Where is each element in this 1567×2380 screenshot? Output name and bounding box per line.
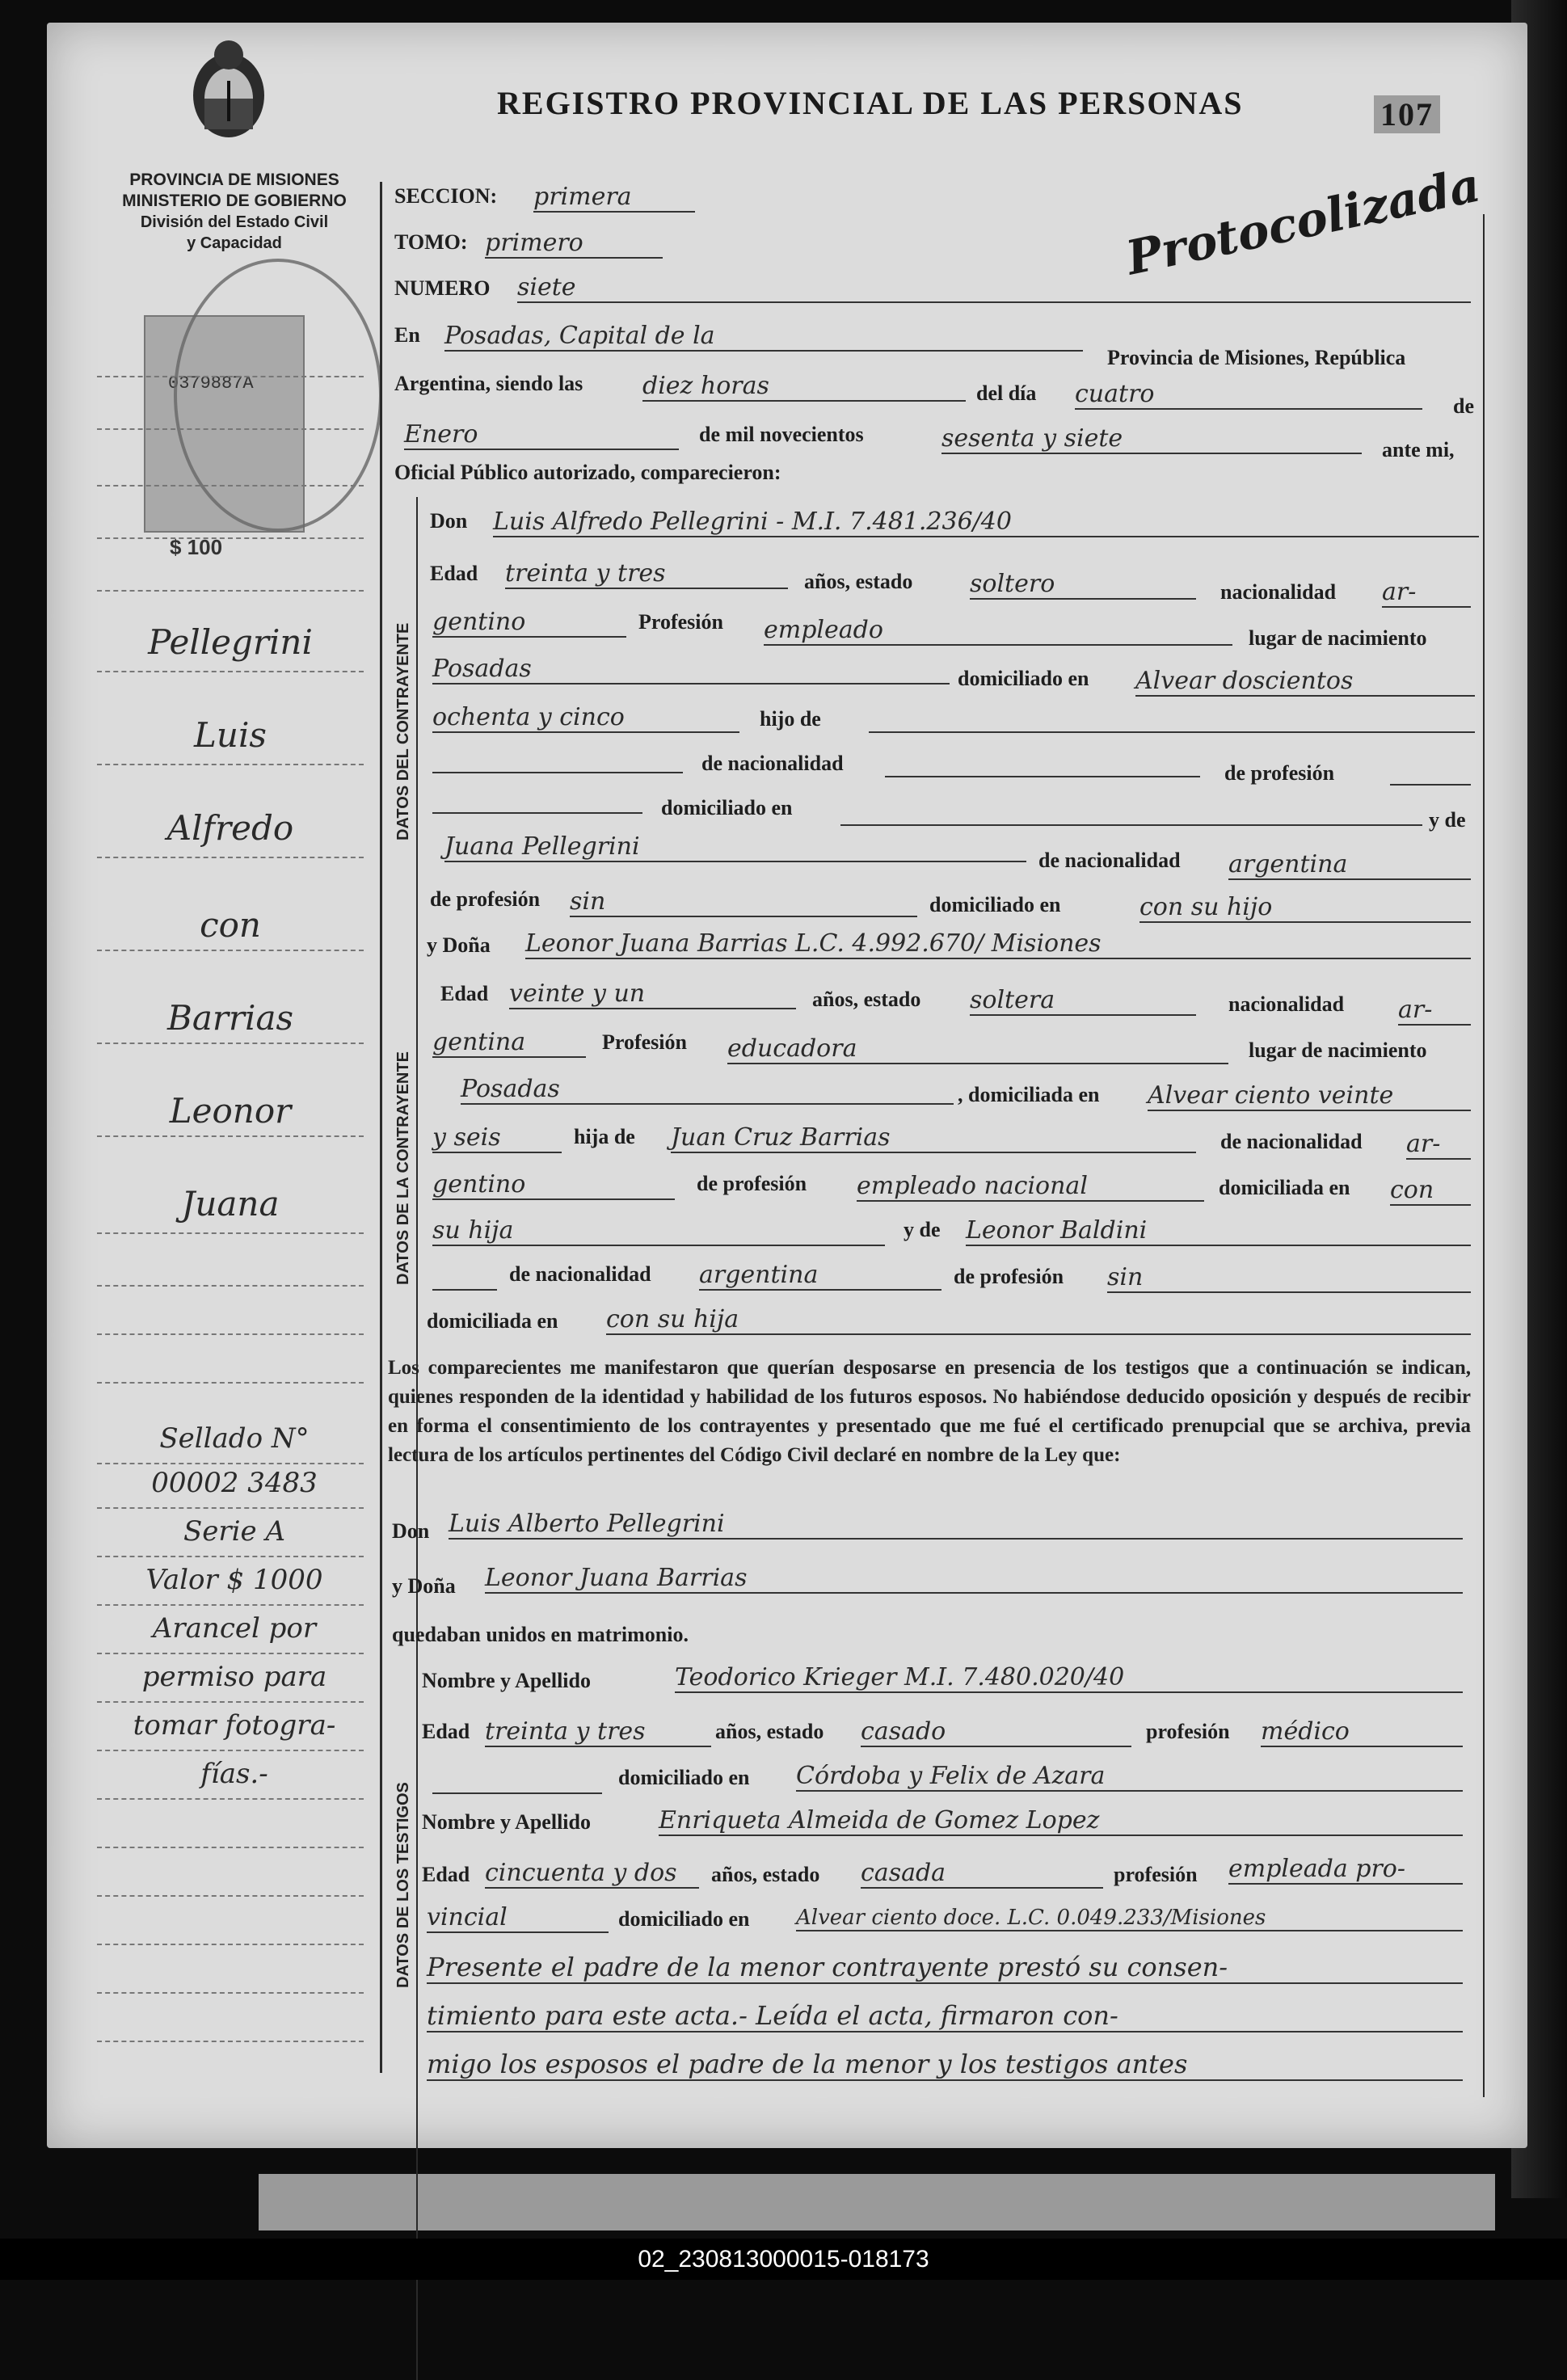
image-code: 02_230813000015-018173 bbox=[638, 2245, 929, 2273]
witness1-prof: médico bbox=[1261, 1717, 1463, 1747]
oficial-text: Oficial Público autorizado, comparecieron: bbox=[394, 461, 781, 484]
dona-label: y Doña bbox=[392, 1574, 456, 1598]
groom-mother-dom: con su hijo bbox=[1139, 893, 1471, 923]
day-value: cuatro bbox=[1075, 380, 1422, 410]
bride-address2: y seis bbox=[432, 1123, 562, 1153]
witness1-dom: Córdoba y Felix de Azara bbox=[796, 1762, 1463, 1792]
w1-label: Nombre y Apellido bbox=[422, 1669, 591, 1692]
hour-value: diez horas bbox=[642, 372, 966, 402]
de-text: de bbox=[1453, 394, 1474, 418]
witness2-prof1: empleada pro- bbox=[1228, 1855, 1463, 1885]
w1-edad-label: Edad bbox=[422, 1720, 470, 1743]
margin-name: Juana bbox=[181, 1184, 280, 1224]
del-dia-text: del día bbox=[976, 381, 1037, 405]
margin-name: Barrias bbox=[166, 998, 294, 1038]
numero-label: NUMERO bbox=[394, 276, 491, 300]
groom-address1: Alvear doscientos bbox=[1135, 667, 1475, 697]
witness2-name: Enriqueta Almeida de Gomez Lopez bbox=[659, 1806, 1463, 1836]
bride-father-nac2: gentino bbox=[432, 1170, 675, 1200]
w2-dom-label: domiciliado en bbox=[618, 1907, 750, 1931]
father-nac-label: de nacionalidad bbox=[1220, 1130, 1363, 1153]
anos-estado: años, estado bbox=[812, 988, 921, 1011]
mother-prof-label: de profesión bbox=[430, 887, 541, 911]
document-title: REGISTRO PROVINCIAL DE LAS PERSONAS bbox=[497, 85, 1244, 121]
anos-estado: años, estado bbox=[804, 570, 913, 593]
closing-note-line: migo los esposos el padre de la menor y los testigos antes bbox=[427, 2049, 1463, 2081]
margin-note: fías.- bbox=[200, 1758, 268, 1790]
bride-father-dom1: con bbox=[1390, 1176, 1471, 1206]
groom-nac1: ar- bbox=[1382, 578, 1471, 608]
margin-note: Arancel por bbox=[152, 1612, 317, 1645]
y-de: y de bbox=[904, 1218, 941, 1241]
w2-label: Nombre y Apellido bbox=[422, 1810, 591, 1834]
lugar-label: lugar de nacimiento bbox=[1249, 1038, 1427, 1062]
provincia-text: Provincia de Misiones, República bbox=[1107, 346, 1406, 369]
witness2-estado: casada bbox=[861, 1859, 1103, 1889]
w2-edad-label: Edad bbox=[422, 1863, 470, 1886]
authority-line: MINISTERIO DE GOBIERNO bbox=[122, 192, 347, 210]
lugar-label: lugar de nacimiento bbox=[1249, 626, 1427, 650]
stamp-serial: 0379887A bbox=[168, 373, 254, 394]
authority-line: División del Estado Civil bbox=[140, 213, 329, 231]
edad-label: Edad bbox=[430, 562, 478, 585]
hijo-de: hijo de bbox=[760, 707, 821, 731]
mother-dom-label: domiciliado en bbox=[929, 893, 1061, 916]
hija-de: hija de bbox=[574, 1125, 635, 1148]
bride-mother-nac: argentina bbox=[699, 1261, 941, 1291]
domiciliado-en: domiciliado en bbox=[661, 796, 793, 819]
tomo-value: primero bbox=[485, 229, 663, 259]
groom-mother-nac: argentina bbox=[1228, 850, 1471, 880]
bride-mother: Leonor Baldini bbox=[966, 1216, 1471, 1246]
groom-name: Luis Alfredo Pellegrini - M.I. 7.481.236/40 bbox=[493, 508, 1479, 537]
bride-father-dom2: su hija bbox=[432, 1216, 885, 1246]
numero-value: siete bbox=[517, 273, 1471, 303]
margin-note: 00002 3483 bbox=[151, 1467, 318, 1499]
bride-age: veinte y un bbox=[509, 979, 796, 1009]
bride-nac2: gentina bbox=[432, 1028, 586, 1058]
bride-father: Juan Cruz Barrias bbox=[671, 1123, 1196, 1153]
witness2-dom: Alvear ciento doce. L.C. 0.049.233/Misiones bbox=[796, 1906, 1463, 1931]
margin-name: Leonor bbox=[169, 1091, 292, 1131]
coat-of-arms-icon bbox=[184, 32, 273, 145]
nacionalidad-label: nacionalidad bbox=[1220, 580, 1337, 604]
mother-nac-label: de nacionalidad bbox=[509, 1262, 651, 1286]
issuing-authority bbox=[97, 170, 372, 254]
domiciliado-label: domiciliado en bbox=[958, 667, 1089, 690]
father-dom-label: domiciliada en bbox=[1219, 1176, 1350, 1199]
don-label: Don bbox=[430, 509, 468, 533]
de-nacionalidad: de nacionalidad bbox=[701, 752, 844, 775]
ante-mi-text: ante mi, bbox=[1382, 438, 1455, 461]
de-profesion: de profesión bbox=[1224, 761, 1335, 785]
bride-mother-prof: sin bbox=[1107, 1263, 1471, 1293]
authority-line: y Capacidad bbox=[187, 234, 282, 252]
stamp-value: $ 100 bbox=[170, 535, 223, 559]
w1-dom-label: domiciliado en bbox=[618, 1766, 750, 1789]
bride-mother-dom: con su hija bbox=[606, 1305, 1471, 1335]
de-mil-text: de mil novecientos bbox=[699, 423, 864, 446]
witness2-prof2: vincial bbox=[427, 1903, 609, 1933]
year-value: sesenta y siete bbox=[941, 424, 1362, 454]
authority-line: PROVINCIA DE MISIONES bbox=[129, 171, 339, 189]
margin-name: con bbox=[200, 905, 261, 945]
month-value: Enero bbox=[404, 420, 679, 450]
margin-note: permiso para bbox=[141, 1661, 327, 1693]
bride-section-label: DATOS DE LA CONTRAYENTE bbox=[394, 1051, 412, 1285]
groom-estado: soltero bbox=[970, 570, 1196, 600]
bride-address1: Alvear ciento veinte bbox=[1148, 1081, 1471, 1111]
bride-father-nac1: ar- bbox=[1406, 1130, 1471, 1160]
mother-dom-label: domiciliada en bbox=[427, 1309, 558, 1333]
bride-birthplace: Posadas bbox=[461, 1075, 954, 1105]
groom-section-label: DATOS DEL CONTRAYENTE bbox=[394, 622, 412, 840]
round-seal bbox=[174, 259, 382, 532]
w2-prof-label: profesión bbox=[1114, 1863, 1198, 1886]
closing-text: quedaban unidos en matrimonio. bbox=[392, 1623, 689, 1646]
seccion-value: primera bbox=[533, 183, 695, 213]
footer-bar bbox=[0, 2239, 1567, 2280]
seccion-label: SECCION: bbox=[394, 184, 498, 208]
groom-address2: ochenta y cinco bbox=[432, 703, 739, 733]
w1-anos: años, estado bbox=[715, 1720, 824, 1743]
bride-nac1: ar- bbox=[1398, 996, 1471, 1026]
dona-label: y Doña bbox=[427, 933, 491, 957]
protocol-signature: Protocolizada bbox=[1121, 157, 1485, 286]
en-label: En bbox=[394, 323, 420, 347]
bride-estado: soltera bbox=[970, 986, 1196, 1016]
folio-number: 107 bbox=[1374, 95, 1440, 133]
closing-note-line: timiento para este acta.- Leída el acta, firmaron con- bbox=[427, 2000, 1463, 2032]
father-prof-label: de profesión bbox=[697, 1172, 807, 1195]
mother-prof-label: de profesión bbox=[954, 1265, 1064, 1288]
groom-age: treinta y tres bbox=[505, 559, 788, 589]
mother-nac-label: de nacionalidad bbox=[1038, 849, 1181, 872]
married-bride: Leonor Juana Barrias bbox=[485, 1564, 1463, 1594]
witness1-name: Teodorico Krieger M.I. 7.480.020/40 bbox=[675, 1663, 1463, 1693]
domiciliada-label: , domiciliada en bbox=[958, 1083, 1100, 1106]
w1-prof-label: profesión bbox=[1146, 1720, 1230, 1743]
edad-label: Edad bbox=[440, 982, 489, 1005]
closing-note-line: Presente el padre de la menor contrayente prestó su consen- bbox=[427, 1952, 1463, 1984]
groom-mother: Juana Pellegrini bbox=[444, 832, 1026, 862]
w2-anos: años, estado bbox=[711, 1863, 820, 1886]
nacionalidad-label: nacionalidad bbox=[1228, 992, 1345, 1016]
margin-note: Valor $ 1000 bbox=[145, 1564, 323, 1596]
witness2-age: cincuenta y dos bbox=[485, 1859, 699, 1889]
groom-nac2: gentino bbox=[432, 608, 626, 638]
bride-father-prof: empleado nacional bbox=[857, 1172, 1204, 1202]
y-de: y de bbox=[1429, 808, 1466, 832]
margin-name: Alfredo bbox=[166, 808, 294, 848]
groom-birthplace: Posadas bbox=[432, 655, 950, 685]
witnesses-section-label: DATOS DE LOS TESTIGOS bbox=[394, 1782, 412, 1988]
married-groom: Luis Alberto Pellegrini bbox=[449, 1510, 1463, 1540]
argentina-text: Argentina, siendo las bbox=[394, 372, 583, 395]
margin-note: tomar fotogra- bbox=[133, 1709, 336, 1742]
groom-profesion: empleado bbox=[764, 616, 1232, 646]
don-label: Don bbox=[392, 1519, 430, 1543]
groom-mother-prof: sin bbox=[570, 887, 917, 917]
witness1-estado: casado bbox=[861, 1717, 1131, 1747]
tomo-label: TOMO: bbox=[394, 230, 468, 254]
bride-profesion: educadora bbox=[727, 1034, 1228, 1064]
next-page-strip bbox=[259, 2174, 1495, 2230]
place-value: Posadas, Capital de la bbox=[444, 322, 1083, 352]
margin-note: Sellado N° bbox=[159, 1422, 310, 1455]
margin-name: Pellegrini bbox=[148, 622, 313, 662]
profesion-label: Profesión bbox=[638, 610, 723, 634]
declaration-text: Los comparecientes me manifestaron que querían desposarse en presencia de los testigos que a continuación se indican, quienes responden de la identidad y habilidad de los futuros esposos. No habiéndose deducido oposición y después de recibir en forma el consentimiento de los contrayentes y presentado que me fué el certificado prenupcial que se archiva, previa lectura de los artículos pertinentes del Código Civil declaré en nombre de la Ley que: bbox=[388, 1357, 1471, 1466]
margin-note: Serie A bbox=[183, 1515, 286, 1548]
bride-name: Leonor Juana Barrias L.C. 4.992.670/ Misiones bbox=[525, 929, 1471, 959]
witness1-age: treinta y tres bbox=[485, 1717, 711, 1747]
margin-name: Luis bbox=[194, 715, 267, 755]
profesion-label: Profesión bbox=[602, 1030, 687, 1054]
